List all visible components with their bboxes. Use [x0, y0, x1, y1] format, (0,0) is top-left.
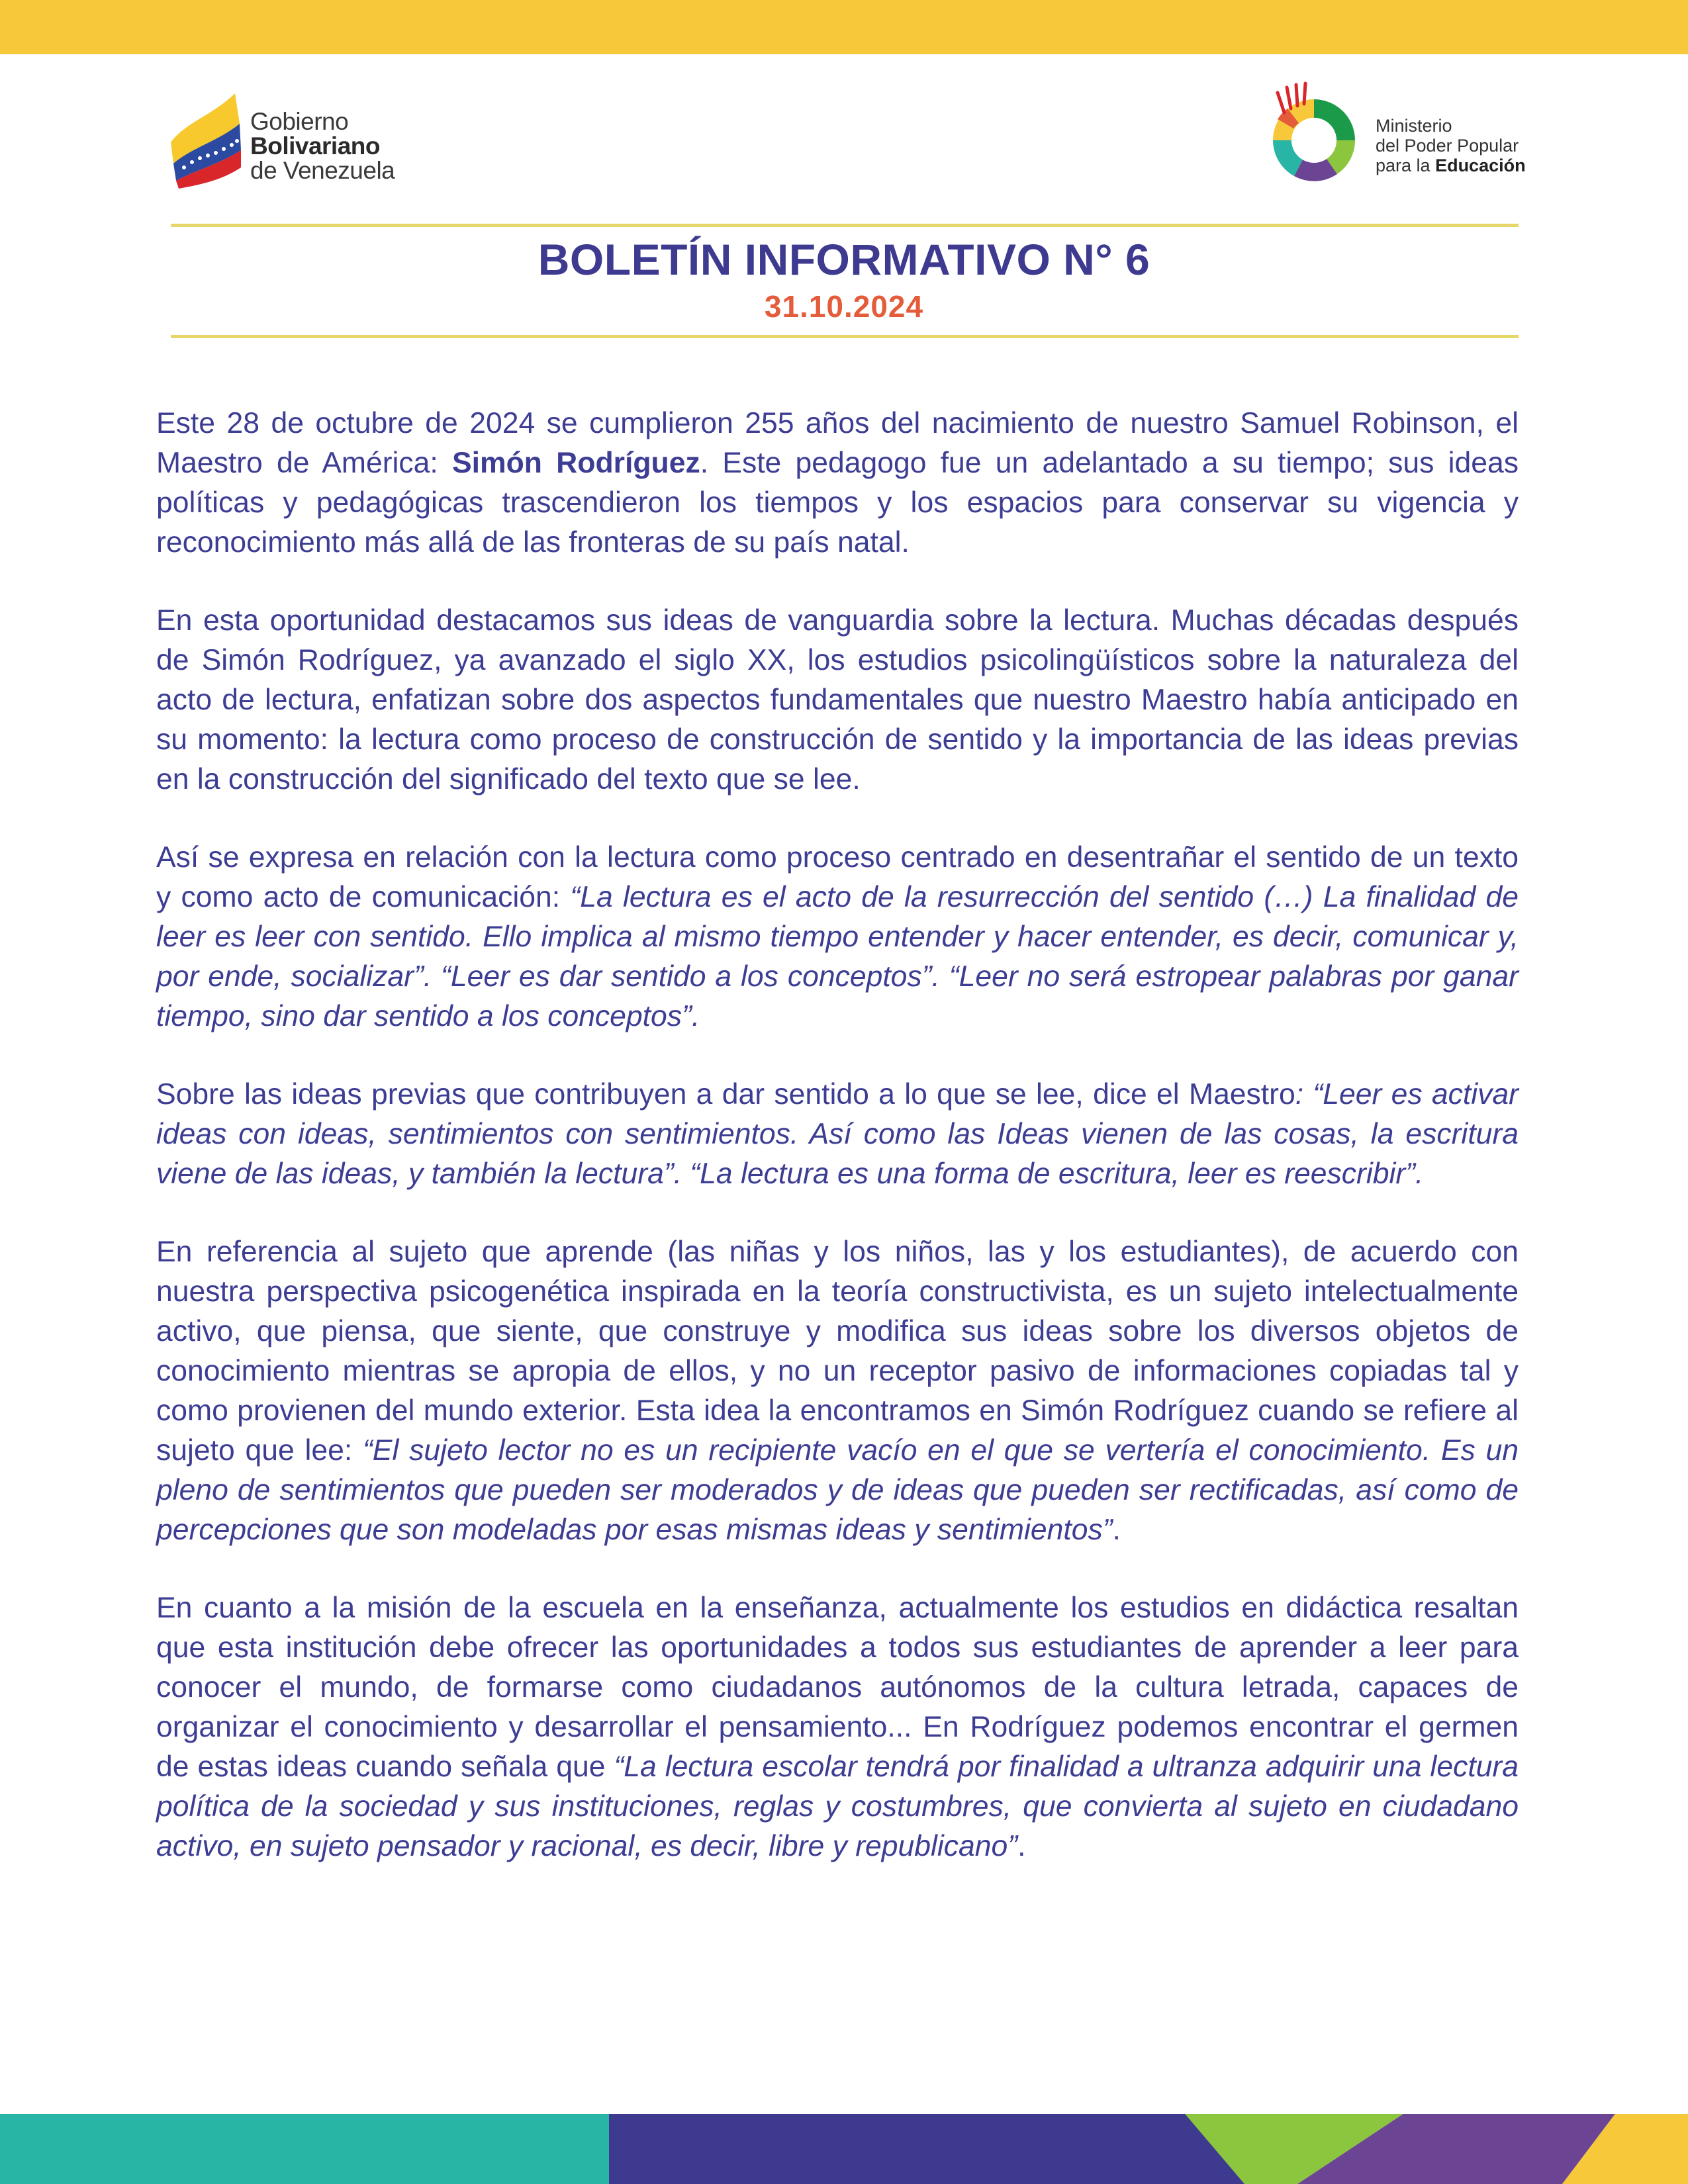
p5-text-a: En referencia al sujeto que aprende (las niñas y los niños, las y los estudiantes), de acuerdo con nuestra perspectiva psicogenética inspirada en la teoría constructivista, es un sujeto intelectualmente activo, que piensa, que siente, que construye y modifica sus ideas sobre los diversos objetos de conocimiento mientras se apropia de ellos, y no un receptor pasivo de informaciones copiadas tal y como provienen del mundo exterior. Esta idea la encontramos en Simón Rodríguez cuando se refiere al sujeto que lee:: [156, 1236, 1519, 1467]
ministry-logo-text: [1376, 116, 1526, 175]
p4-text-a: Sobre las ideas previas que contribuyen a dar sentido a lo que se lee, dice el Maestro: [156, 1078, 1295, 1111]
venezuela-flag-icon: [165, 89, 245, 189]
ministry-logo-line1: Ministerio: [1376, 116, 1452, 136]
p6-quote: “La lectura escolar tendrá por finalidad a ultranza adquirir una lectura política de la sociedad y sus instituciones, reglas y costumbres, que convierta al sujeto en ciudadano activo, en sujeto pensador y racional, es decir, libre y republicano”: [156, 1751, 1519, 1862]
p1-text-c: . Este pedagogo fue un adelantado a su tiempo; sus ideas políticas y pedagógicas trascendieron los tiempos y los espacios para conservar su vigencia y reconocimiento más allá de las fronteras de su país natal.: [156, 447, 1519, 559]
p4-quote: : “Leer es activar ideas con ideas, sentimientos con sentimientos. Así como las Ideas vienen de las cosas, la escritura viene de las ideas, y también la lectura”. “La lectura es una forma de escritura, leer es reescribir”.: [156, 1078, 1519, 1190]
gov-logo-line3: de Venezuela: [250, 157, 395, 184]
ministry-logo-line3-bold: Educación: [1435, 156, 1526, 175]
p3-quote: “La lectura es el acto de la resurrección del sentido (…) La finalidad de leer es leer con sentido. Ello implica al mismo tiempo entender y hacer entender, es decir, comunicar y, por ende, socializar”. “Leer es dar sentido a los conceptos”. “Leer no será estropear palabras por ganar tiempo, sino dar sentido a los conceptos”.: [156, 881, 1519, 1032]
ministry-emblem-icon: [1258, 79, 1370, 192]
paragraph-6: [156, 1588, 1519, 1866]
header-divider-top: [171, 224, 1519, 227]
bulletin-body: [156, 404, 1519, 1905]
paragraph-4: [156, 1075, 1519, 1194]
paragraph-3: [156, 838, 1519, 1036]
bulletin-title: BOLETÍN INFORMATIVO N° 6: [538, 235, 1150, 284]
p1-text-a: Este 28 de octubre de 2024 se cumplieron 255 años del nacimiento de nuestro Samuel Robinson, el Maestro de América:: [156, 407, 1519, 479]
government-logo: [165, 89, 417, 189]
paragraph-5: [156, 1232, 1519, 1550]
bottom-color-band: [0, 2114, 1688, 2184]
p3-text-a: Así se expresa en relación con la lectura como proceso centrado en desentrañar el sentido de un texto y como acto de comunicación:: [156, 841, 1519, 913]
ministry-logo-line3: para la: [1376, 156, 1436, 175]
p5-text-c: .: [1112, 1514, 1121, 1546]
p5-quote: “El sujeto lector no es un recipiente vacío en el que se vertería el conocimiento. Es un pleno de sentimientos que pueden ser moderados y de ideas que pueden ser rectificadas, así como de percepciones que son modeladas por esas mismas ideas y sentimientos”: [156, 1434, 1519, 1546]
paragraph-1: [156, 404, 1519, 563]
ministry-logo: [1258, 79, 1536, 199]
government-logo-text: [250, 109, 395, 183]
header-divider-bottom: [171, 335, 1519, 338]
p6-text-a: En cuanto a la misión de la escuela en la enseñanza, actualmente los estudios en didáctica resaltan que esta institución debe ofrecer las oportunidades a todos sus estudiantes de aprender a leer para conocer el mundo, de formarse como ciudadanos autónomos de la cultura letrada, capaces de organizar el conocimiento y desarrollar el pensamiento... En Rodríguez podemos encontrar el germen de estas ideas cuando señala que: [156, 1592, 1519, 1783]
gov-logo-line2: Bolivariano: [250, 132, 380, 159]
p1-bold-name: Simón Rodríguez: [451, 447, 700, 479]
ministry-logo-line2: del Poder Popular: [1376, 136, 1519, 156]
paragraph-2: En esta oportunidad destacamos sus ideas de vanguardia sobre la lectura. Muchas décadas después de Simón Rodríguez, ya avanzado el siglo XX, los estudios psicolingüísticos sobre la naturaleza del acto de lectura, enfatizan sobre dos aspectos fundamentales que nuestro Maestro había anticipado en su momento: la lectura como proceso de construcción de sentido y la importancia de las ideas previas en la construcción del significado del texto que se lee.: [156, 604, 1519, 796]
gov-logo-line1: Gobierno: [250, 108, 349, 135]
top-color-band: [0, 0, 1688, 54]
p6-text-c: .: [1017, 1830, 1026, 1862]
bulletin-date: 31.10.2024: [764, 289, 924, 324]
